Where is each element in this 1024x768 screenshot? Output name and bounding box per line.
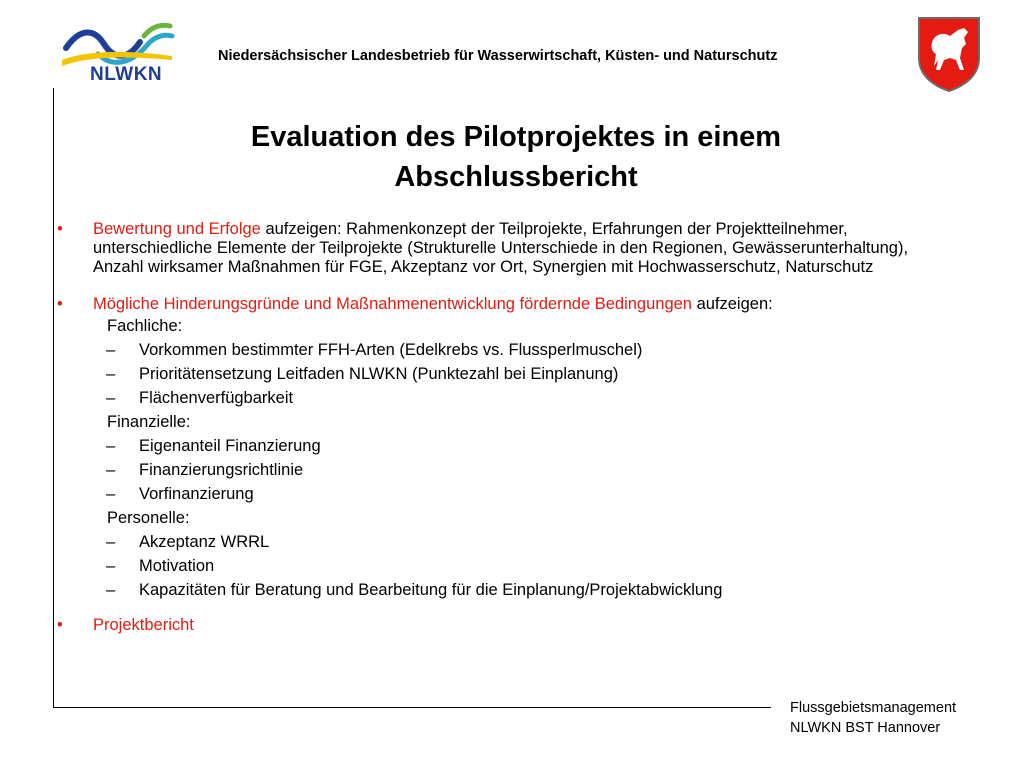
list-item	[55, 458, 955, 482]
list-item	[55, 338, 955, 362]
list-item-text: Finanzierungsrichtlinie	[139, 461, 304, 479]
dash-symbol: –	[106, 485, 116, 503]
slide-title	[160, 117, 872, 197]
list-item-text: Vorkommen bestimmter FFH-Arten (Edelkrebs vs. Flussperlmuschel)	[139, 341, 643, 359]
list-item	[55, 386, 955, 410]
bullet-dot: •	[57, 295, 63, 313]
list-item	[55, 434, 955, 458]
list-item	[55, 578, 955, 602]
bullet-item	[55, 220, 955, 277]
dash-symbol: –	[106, 365, 116, 383]
list-item	[55, 482, 955, 506]
list-item-text: Kapazitäten für Beratung und Bearbeitung für die Einplanung/Projektabwicklung	[139, 581, 723, 599]
slide-title-line-1: Evaluation des Pilotprojektes in einem	[250, 121, 782, 153]
bullet-dot: •	[57, 616, 63, 634]
coat-of-arms-icon	[914, 14, 984, 94]
bullet-highlight: Projektbericht	[93, 616, 194, 634]
slide-content	[55, 220, 955, 635]
list-item-text: Vorfinanzierung	[139, 485, 254, 503]
horizontal-rule	[53, 707, 771, 708]
dash-symbol: –	[106, 461, 116, 479]
bullet-item	[55, 295, 955, 314]
list-item-text: Flächenverfügbarkeit	[139, 389, 294, 407]
bullet-highlight: Bewertung und Erfolge	[93, 220, 261, 238]
dash-symbol: –	[106, 341, 116, 359]
footer	[790, 698, 956, 738]
dash-symbol: –	[106, 389, 116, 407]
bullet-dot: •	[57, 220, 63, 238]
slide-title-line-2: Abschlussbericht	[394, 161, 638, 193]
bullet-text: aufzeigen: Rahmenkonzept der Teilprojekte, Erfahrungen der Projektteilnehmer, unterschiedliche Elemente der Teilprojekte (Strukturelle Unterschiede in den Regionen, Gewässerunterhaltung), Anzahl wirksamer Maßnahmen für FGE, Akzeptanz vor Ort, Synergien mit Hochwasserschutz, Naturschutz	[93, 220, 909, 276]
bullet-highlight: Mögliche Hinderungsgründe und Maßnahmenentwicklung fördernde Bedingungen	[93, 295, 692, 313]
group-label: Fachliche:	[107, 317, 183, 335]
list-item-text: Akzeptanz WRRL	[139, 533, 270, 551]
list-item	[55, 530, 955, 554]
group-label: Personelle:	[107, 509, 190, 527]
bullet-item	[55, 616, 955, 635]
organization-name: Niedersächsischer Landesbetrieb für Wasserwirtschaft, Küsten- und Naturschutz	[218, 48, 778, 64]
list-item-text: Motivation	[139, 557, 215, 575]
dash-symbol: –	[106, 557, 116, 575]
dash-symbol: –	[106, 581, 116, 599]
footer-line-1: Flussgebietsmanagement	[790, 700, 957, 716]
list-item	[55, 362, 955, 386]
footer-line-2: NLWKN BST Hannover	[790, 720, 941, 736]
list-item-text: Prioritätensetzung Leitfaden NLWKN (Punktezahl bei Einplanung)	[139, 365, 619, 383]
bullet-text: aufzeigen:	[691, 295, 773, 313]
vertical-rule	[53, 88, 54, 708]
group-label: Finanzielle:	[107, 413, 191, 431]
list-item-text: Eigenanteil Finanzierung	[139, 437, 321, 455]
dash-symbol: –	[106, 533, 116, 551]
logo-text: NLWKN	[90, 64, 163, 85]
dash-symbol: –	[106, 437, 116, 455]
list-item	[55, 554, 955, 578]
